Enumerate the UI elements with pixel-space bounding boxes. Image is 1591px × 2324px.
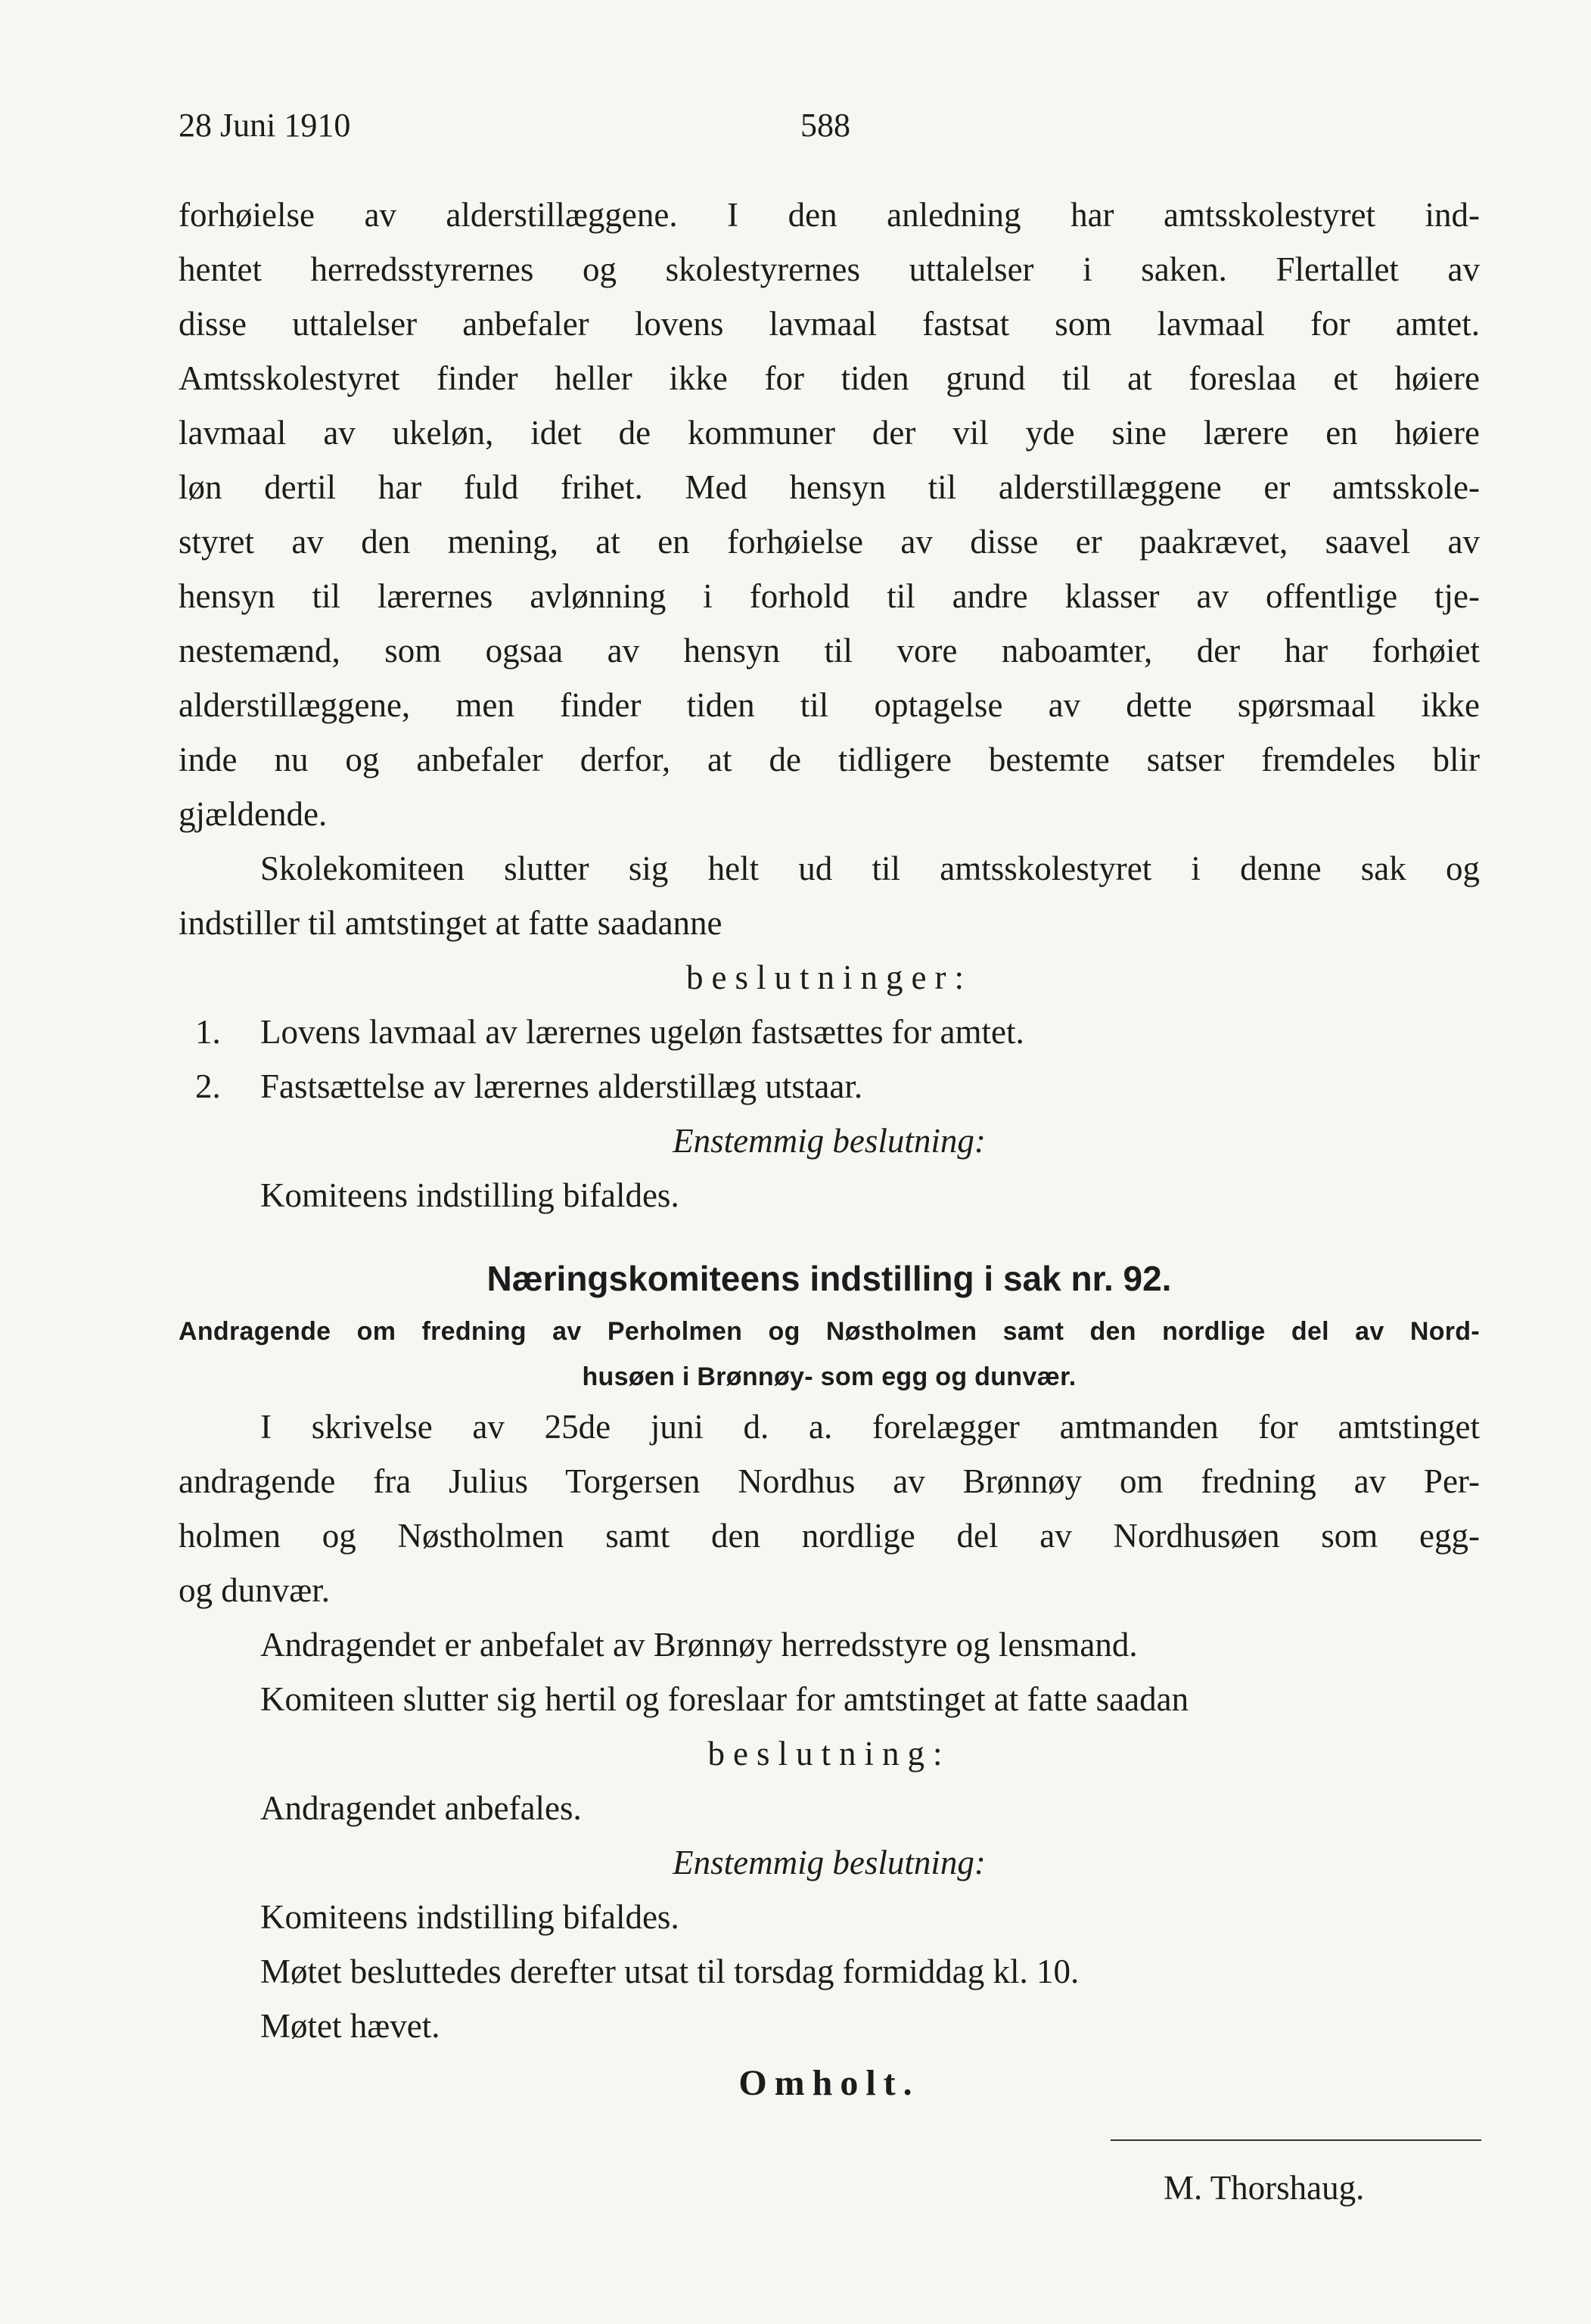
document-body: [179, 188, 1480, 2114]
section-gap: [179, 1223, 1480, 1248]
text-line: nestemænd, som ogsaa av hensyn til vore naboamter, der har forhøiet: [179, 632, 1480, 670]
text-line: løn dertil har fuld frihet. Med hensyn til alderstillæggene er amtsskole-: [179, 468, 1480, 506]
resolution-text: Lovens lavmaal av lærernes ugeløn fastsættes for amtet.: [260, 1013, 1024, 1051]
page-number: 588: [800, 107, 850, 144]
approval-line: Komiteens indstilling bifaldes.: [260, 1898, 679, 1936]
text-line: forhøielse av alderstillæggene. I den anledning har amtsskolestyret ind-: [179, 196, 1480, 234]
paragraph-2: [179, 841, 1480, 950]
section-subtitle-line: husøen i Brønnøy- som egg og dunvær.: [582, 1362, 1077, 1391]
text-line: gjældende.: [179, 795, 328, 833]
text-line: styret av den mening, at en forhøielse av disse er paakrævet, saavel av: [179, 523, 1480, 561]
text-line: indstiller til amtstinget at fatte saadanne: [179, 904, 722, 942]
paragraph-1: [179, 188, 1480, 841]
text-line: I skrivelse av 25de juni d. a. forelægger amtmanden for amtstinget: [260, 1408, 1480, 1446]
text-line: inde nu og anbefaler derfor, at de tidligere bestemte satser fremdeles blir: [179, 741, 1480, 778]
text-line: hentet herredsstyrernes og skolestyrernes uttalelser i saken. Flertallet av: [179, 250, 1480, 288]
text-line: og dunvær.: [179, 1571, 331, 1609]
header-date: 28 Juni 1910: [179, 107, 351, 144]
chairman-signature: Omholt.: [738, 2063, 920, 2103]
text-line: lavmaal av ukeløn, idet de kommuner der vil yde sine lærere en høiere: [179, 414, 1480, 452]
text-line: Amtsskolestyret finder heller ikke for tiden grund til at foreslaa et høiere: [179, 359, 1480, 397]
resolution-heading-2: beslutning:: [707, 1735, 951, 1773]
text-line: hensyn til lærernes avlønning i forhold til andre klasser av offentlige tje-: [179, 577, 1480, 615]
page-header: [179, 106, 1480, 154]
section-subtitle-line: Andragende om fredning av Perholmen og Nøstholmen samt den nordlige del av Nord-: [179, 1317, 1480, 1346]
resolution-2: Andragendet anbefales.: [260, 1789, 582, 1827]
resolution-text: Fastsættelse av lærernes alderstillæg utstaar.: [260, 1067, 863, 1105]
text-line: holmen og Nøstholmen samt den nordlige del av Nordhusøen som egg-: [179, 1517, 1480, 1555]
signature-rule: [1111, 2139, 1481, 2141]
unanimous-decision-label: Enstemmig beslutning:: [673, 1844, 986, 1881]
text-line: alderstillæggene, men finder tiden til optagelse av dette spørsmaal ikke: [179, 686, 1480, 724]
resolution-item: [179, 1059, 1480, 1114]
resolutions-heading: beslutninger:: [686, 958, 972, 996]
section-title: Næringskomiteens indstilling i sak nr. 92.: [486, 1259, 1172, 1298]
text-line: andragende fra Julius Torgersen Nordhus av Brønnøy om fredning av Per-: [179, 1462, 1480, 1500]
text-line: disse uttalelser anbefaler lovens lavmaal fastsat som lavmaal for amtet.: [179, 305, 1480, 343]
paragraph-3: [179, 1400, 1480, 1617]
resolution-item: [179, 1005, 1480, 1059]
paragraph-4: Andragendet er anbefalet av Brønnøy herredsstyre og lensmand.: [260, 1626, 1138, 1664]
secretary-signature: M. Thorshaug.: [1164, 2169, 1365, 2207]
paragraph-5: Komiteen slutter sig hertil og foreslaar for amtstinget at fatte saadan: [260, 1680, 1189, 1718]
resolution-number: 2.: [195, 1067, 221, 1105]
meeting-closed-line: Møtet hævet.: [260, 2007, 440, 2045]
adjournment-line: Møtet besluttedes derefter utsat til torsdag formiddag kl. 10.: [260, 1953, 1080, 1990]
approval-line: Komiteens indstilling bifaldes.: [260, 1176, 679, 1214]
resolution-number: 1.: [195, 1013, 221, 1051]
unanimous-decision-label: Enstemmig beslutning:: [673, 1122, 986, 1160]
text-line: Skolekomiteen slutter sig helt ud til amtsskolestyret i denne sak og: [260, 850, 1480, 887]
